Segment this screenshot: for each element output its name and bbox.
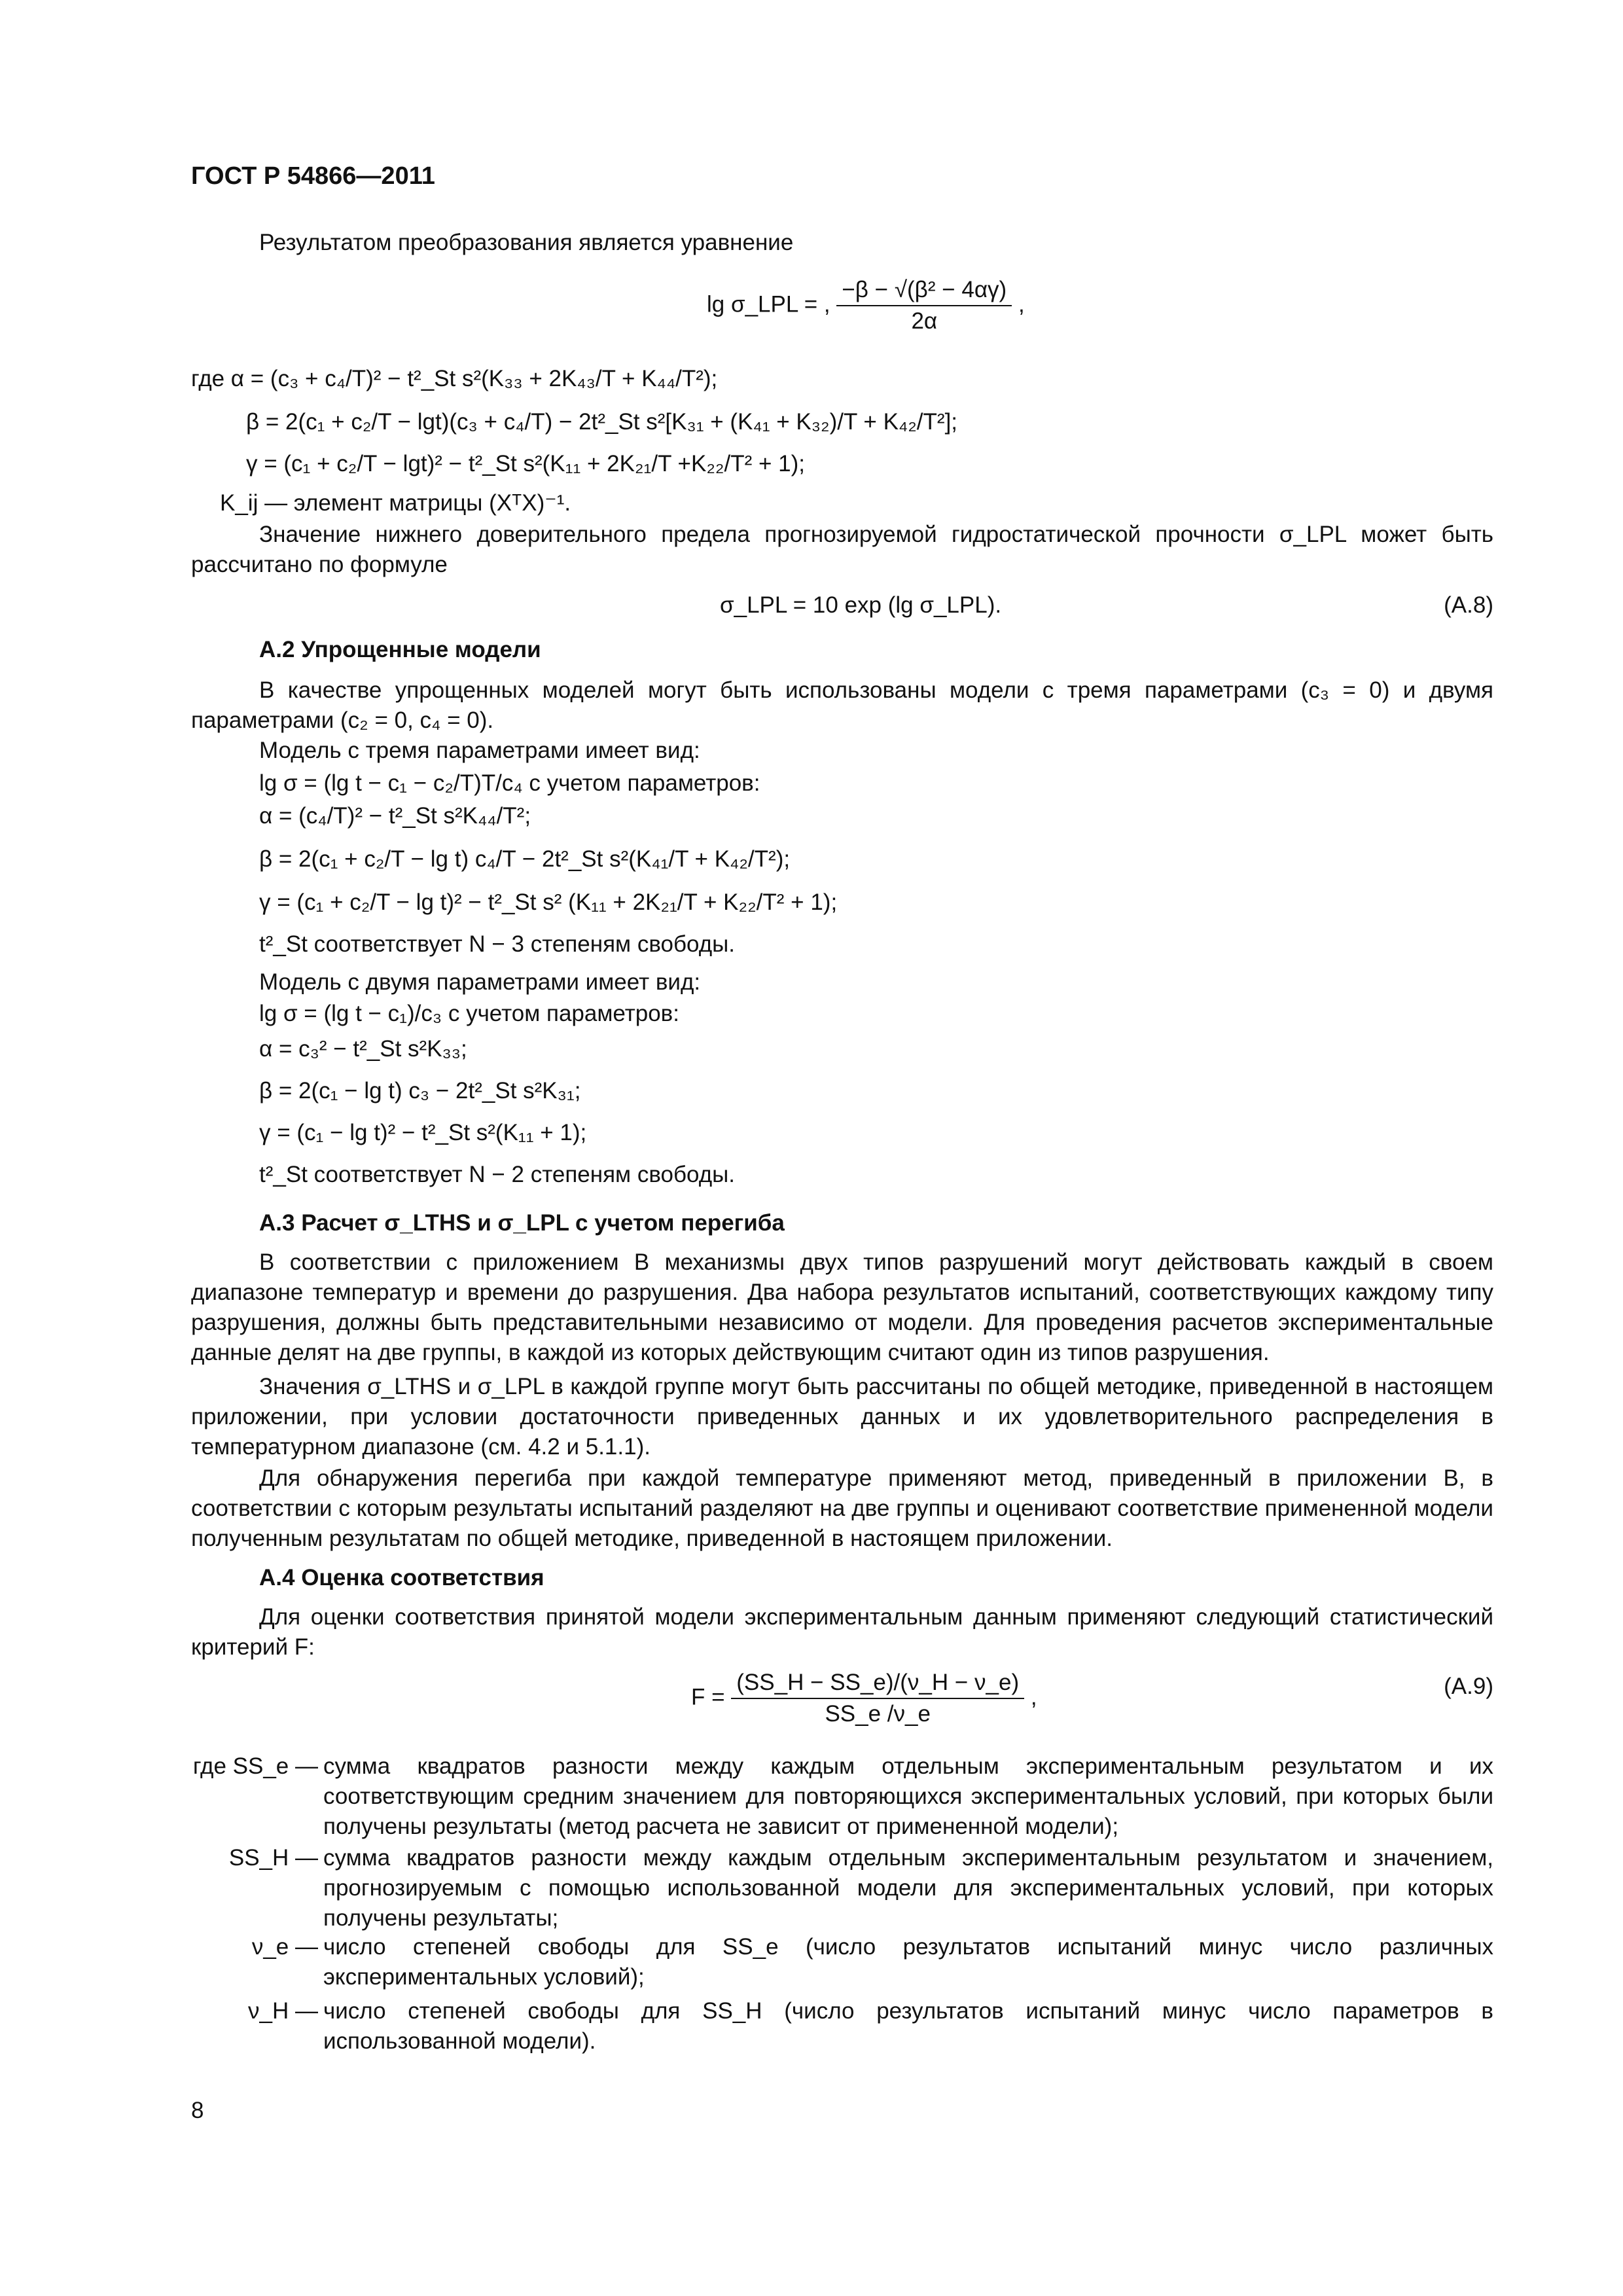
definition-description: число степеней свободы для SS_e (число результатов испытаний минус число различных экспериментальных условий); [323,1934,1493,1990]
definition-term: ν_e — [251,1934,318,1960]
equation-tail: , [1018,291,1025,317]
equation-a8: σ_LPL = 10 exp (lg σ_LPL). [720,592,1002,618]
definition-ssh [0,1843,1623,1935]
equation-a9-numerator: (SS_H − SS_e)/(ν_H − ν_e) [731,1668,1024,1699]
paragraph-a3-2: Значения σ_LTHS и σ_LPL в каждой группе могут быть рассчитаны по общей методике, приведенной в настоящем приложении, при условии достаточности приведенных данных и их удовлетворительного распределения в температурном диапазоне (см. 4.2 и 5.1.1). [191,1374,1493,1460]
document-header: ГОСТ Р 54866—2011 [191,162,435,190]
definition-description: число степеней свободы для SS_H (число результатов испытаний минус число параметров в использованной модели). [323,1998,1493,2054]
equation-a8-number: (A.8) [1444,592,1493,618]
paragraph-lower-limit: Значение нижнего доверительного предела прогнозируемой гидростатической прочности σ_LPL может быть рассчитано по формуле [191,522,1493,577]
equation-denominator: 2α [911,308,938,334]
section-a4-title: А.4 Оценка соответствия [259,1565,544,1590]
definition-term: SS_H — [228,1845,318,1871]
definition-nu-h [0,1996,1623,2056]
equation-numerator: −β − √(β² − 4αγ) [836,275,1012,306]
equation-fraction [836,275,1012,336]
definition-term: где SS_e — [192,1753,318,1779]
equation-a9-number: (A.9) [1444,1674,1493,1699]
equation-a9-denominator: SS_e /ν_e [825,1701,931,1727]
two-param-line: γ = (c₁ − lg t)² − t²_St s²(K₁₁ + 1); [259,1120,587,1145]
three-param-line: Модель с тремя параметрами имеет вид: [259,738,700,763]
two-param-line: β = 2(c₁ − lg t) c₃ − 2t²_St s²K₃₁; [259,1078,581,1103]
three-param-line: lg σ = (lg t − c₁ − c₂/T)T/c₄ с учетом параметров: [259,770,760,796]
page-number: 8 [191,2098,204,2123]
paragraph-a4: Для оценки соответствия принятой модели экспериментальным данным применяют следующий статистический критерий F: [191,1604,1493,1660]
paragraph-a2: В качестве упрощенных моделей могут быть использованы модели с тремя параметрами (c₃ = 0) и двумя параметрами (c₂ = 0, c₄ = 0). [191,677,1493,733]
two-param-line: lg σ = (lg t − c₁)/c₃ с учетом параметров: [259,1001,679,1026]
definition-sse [0,1751,1623,1843]
three-param-line: t²_St соответствует N − 3 степеням свободы. [259,931,736,957]
two-param-line: t²_St соответствует N − 2 степеням свободы. [259,1162,736,1187]
where-gamma: γ = (c₁ + c₂/T − lgt)² − t²_St s²(K₁₁ + 2K₂₁/T +K₂₂/T² + 1); [246,451,805,476]
three-param-line: β = 2(c₁ + c₂/T − lg t) c₄/T − 2t²_St s²(K₄₁/T + K₄₂/T²); [259,846,791,872]
three-param-line: γ = (c₁ + c₂/T − lg t)² − t²_St s² (K₁₁ + 2K₂₁/T + K₂₂/T² + 1); [259,889,838,915]
equation-a9-lhs: F = [691,1684,725,1710]
definition-nu-e [0,1932,1623,1992]
paragraph-a3-1: В соответствии с приложением В механизмы двух типов разрушений могут действовать каждый в своем диапазоне температур и времени до разрушения. Два набора результатов испытаний, соответствующих каждому типу разрушения, должны быть представительными независимо от модели. Для проведения расчетов экспериментальные данные делят на две группы, в каждой из которых действующим считают один из типов разрушения. [191,1249,1493,1365]
equation-a9 [691,1668,1037,1729]
section-a2-title: А.2 Упрощенные модели [259,637,541,662]
definition-description: сумма квадратов разности между каждым отдельным экспериментальным результатом и их соответствующим средним значением для повторяющихся экспериментальных условий, при которых были получены результаты (метод расчета не зависит от примененной модели); [323,1753,1493,1839]
two-param-line: Модель с двумя параметрами имеет вид: [259,969,701,995]
intro-text: Результатом преобразования является уравнение [259,230,794,255]
where-kij: K_ij — элемент матрицы (XᵀX)⁻¹. [220,490,571,516]
definition-term: ν_H — [248,1998,318,2024]
where-beta: β = 2(c₁ + c₂/T − lgt)(c₃ + c₄/T) − 2t²_St s²[K₃₁ + (K₄₁ + K₃₂)/T + K₄₂/T²]; [246,409,958,435]
two-param-line: α = c₃² − t²_St s²K₃₃; [259,1036,467,1062]
paragraph-a3-3: Для обнаружения перегиба при каждой температуре применяют метод, приведенный в приложении В, в соответствии с которым результаты испытаний разделяют на две группы и оценивают соответствие примененной модели полученным результатам по общей методике, приведенной в настоящем приложении. [191,1465,1493,1551]
equation-lg-sigma [707,275,1025,336]
definition-description: сумма квадратов разности между каждым отдельным экспериментальным результатом и значением, прогнозируемым с помощью использованной модели для экспериментальных условий, при которых получены результаты; [323,1845,1493,1931]
where-alpha: где α = (c₃ + c₄/T)² − t²_St s²(K₃₃ + 2K₄₃/T + K₄₄/T²); [191,366,718,391]
section-a3-title: А.3 Расчет σ_LTHS и σ_LPL с учетом перегиба [259,1210,785,1236]
equation-a9-fraction [731,1668,1024,1729]
three-param-line: α = (c₄/T)² − t²_St s²K₄₄/T²; [259,803,531,829]
equation-lhs: lg σ_LPL = , [707,291,830,317]
equation-a9-tail: , [1030,1684,1037,1710]
